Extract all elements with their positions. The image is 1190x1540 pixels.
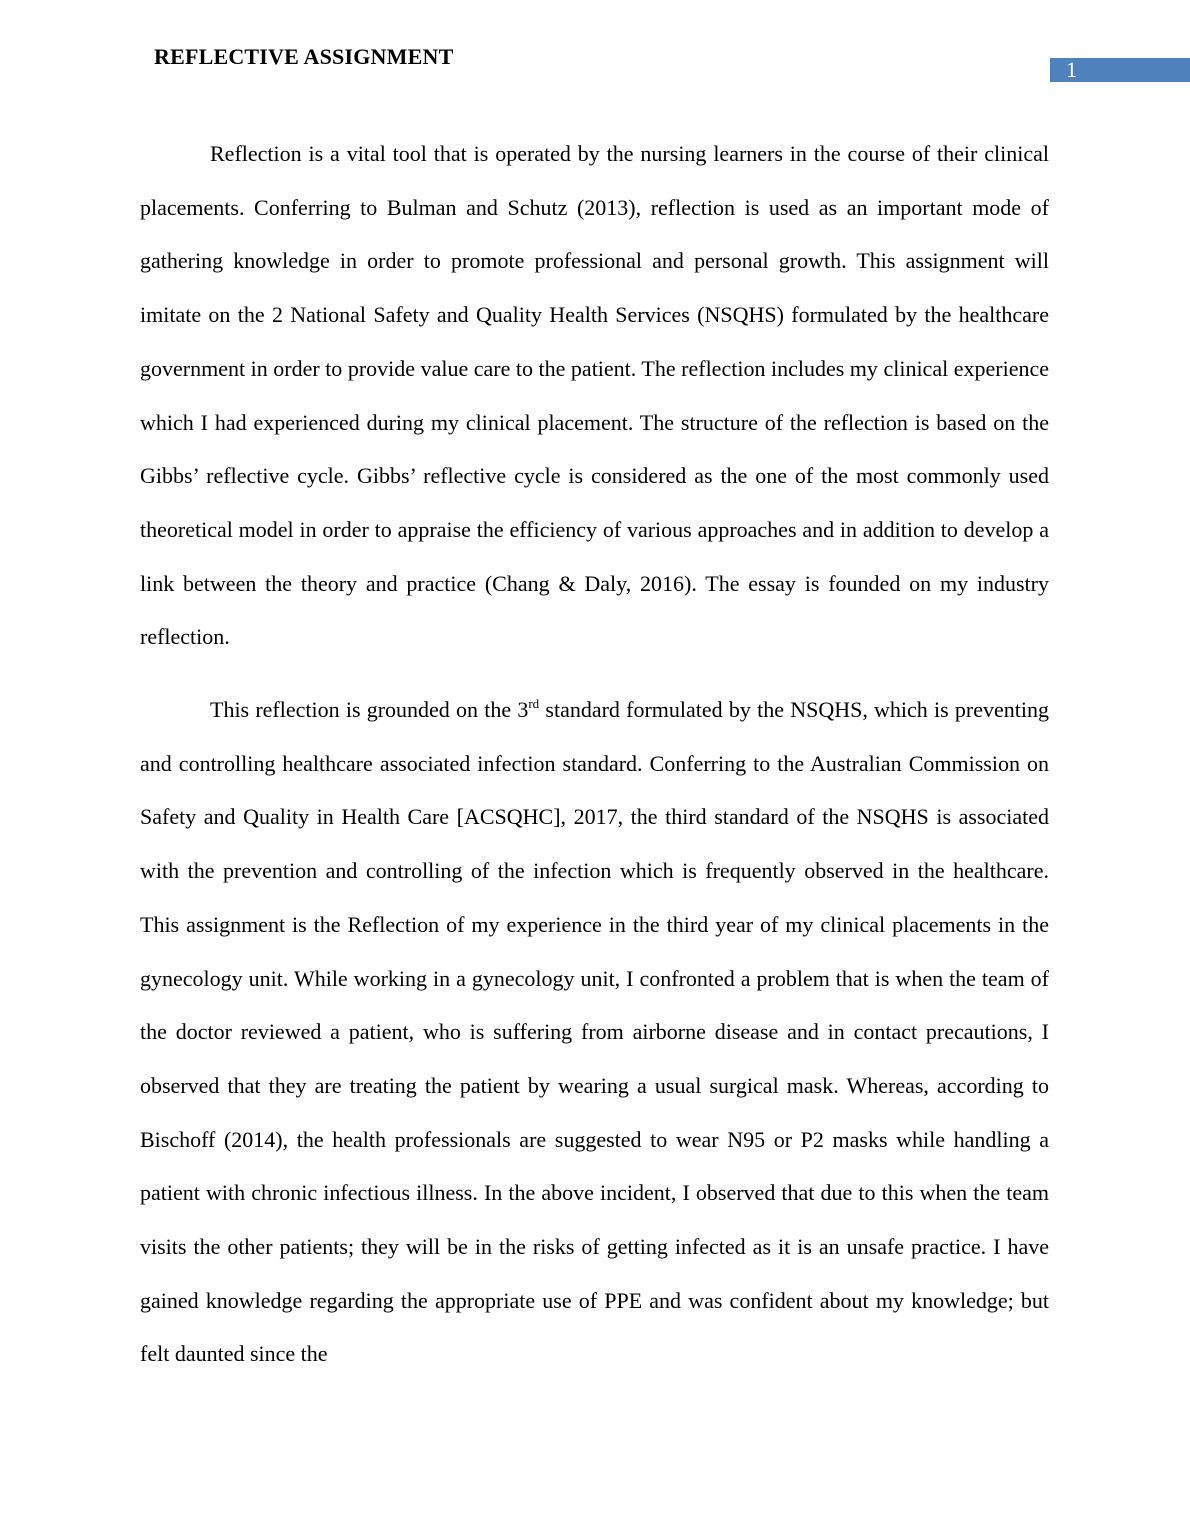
- ordinal-superscript: rd: [528, 696, 540, 712]
- paragraph-standard-three: [140, 683, 1049, 1381]
- paragraph-text-before-superscript: This reflection is grounded on the 3: [210, 697, 529, 723]
- document-body: [140, 127, 1049, 1381]
- running-head: REFLECTIVE ASSIGNMENT: [154, 44, 454, 69]
- page-number-badge: [1050, 58, 1190, 82]
- paragraph-intro: Reflection is a vital tool that is operated by the nursing learners in the course of their clinical placements. Conferring to Bulman and Schutz (2013), reflection is used as an important mode of gathering knowledge in order to promote professional and personal growth. This assignment will imitate on the 2 National Safety and Quality Health Services (NSQHS) formulated by the healthcare government in order to provide value care to the patient. The reflection includes my clinical experience which I had experienced during my clinical placement. The structure of the reflection is based on the Gibbs’ reflective cycle. Gibbs’ reflective cycle is considered as the one of the most commonly used theoretical model in order to appraise the efficiency of various approaches and in addition to develop a link between the theory and practice (Chang & Daly, 2016). The essay is founded on my industry reflection.: [140, 141, 1049, 650]
- page-number: 1: [1066, 57, 1077, 82]
- paragraph-text-after-superscript: standard formulated by the NSQHS, which is preventing and controlling healthcare associated infection standard. Conferring to the Australian Commission on Safety and Quality in Health Care [ACSQHC], 2017, the third standard of the NSQHS is associated with the prevention and controlling of the infection which is frequently observed in the healthcare. This assignment is the Reflection of my experience in the third year of my clinical placements in the gynecology unit. While working in a gynecology unit, I confronted a problem that is when the team of the doctor reviewed a patient, who is suffering from airborne disease and in contact precautions, I observed that they are treating the patient by wearing a usual surgical mask. Whereas, according to Bischoff (2014), the health professionals are suggested to wear N95 or P2 masks while handling a patient with chronic infectious illness. In the above incident, I observed that due to this when the team visits the other patients; they will be in the risks of getting infected as it is an unsafe practice. I have gained knowledge regarding the appropriate use of PPE and was confident about my knowledge; but felt daunted since the: [140, 697, 1049, 1367]
